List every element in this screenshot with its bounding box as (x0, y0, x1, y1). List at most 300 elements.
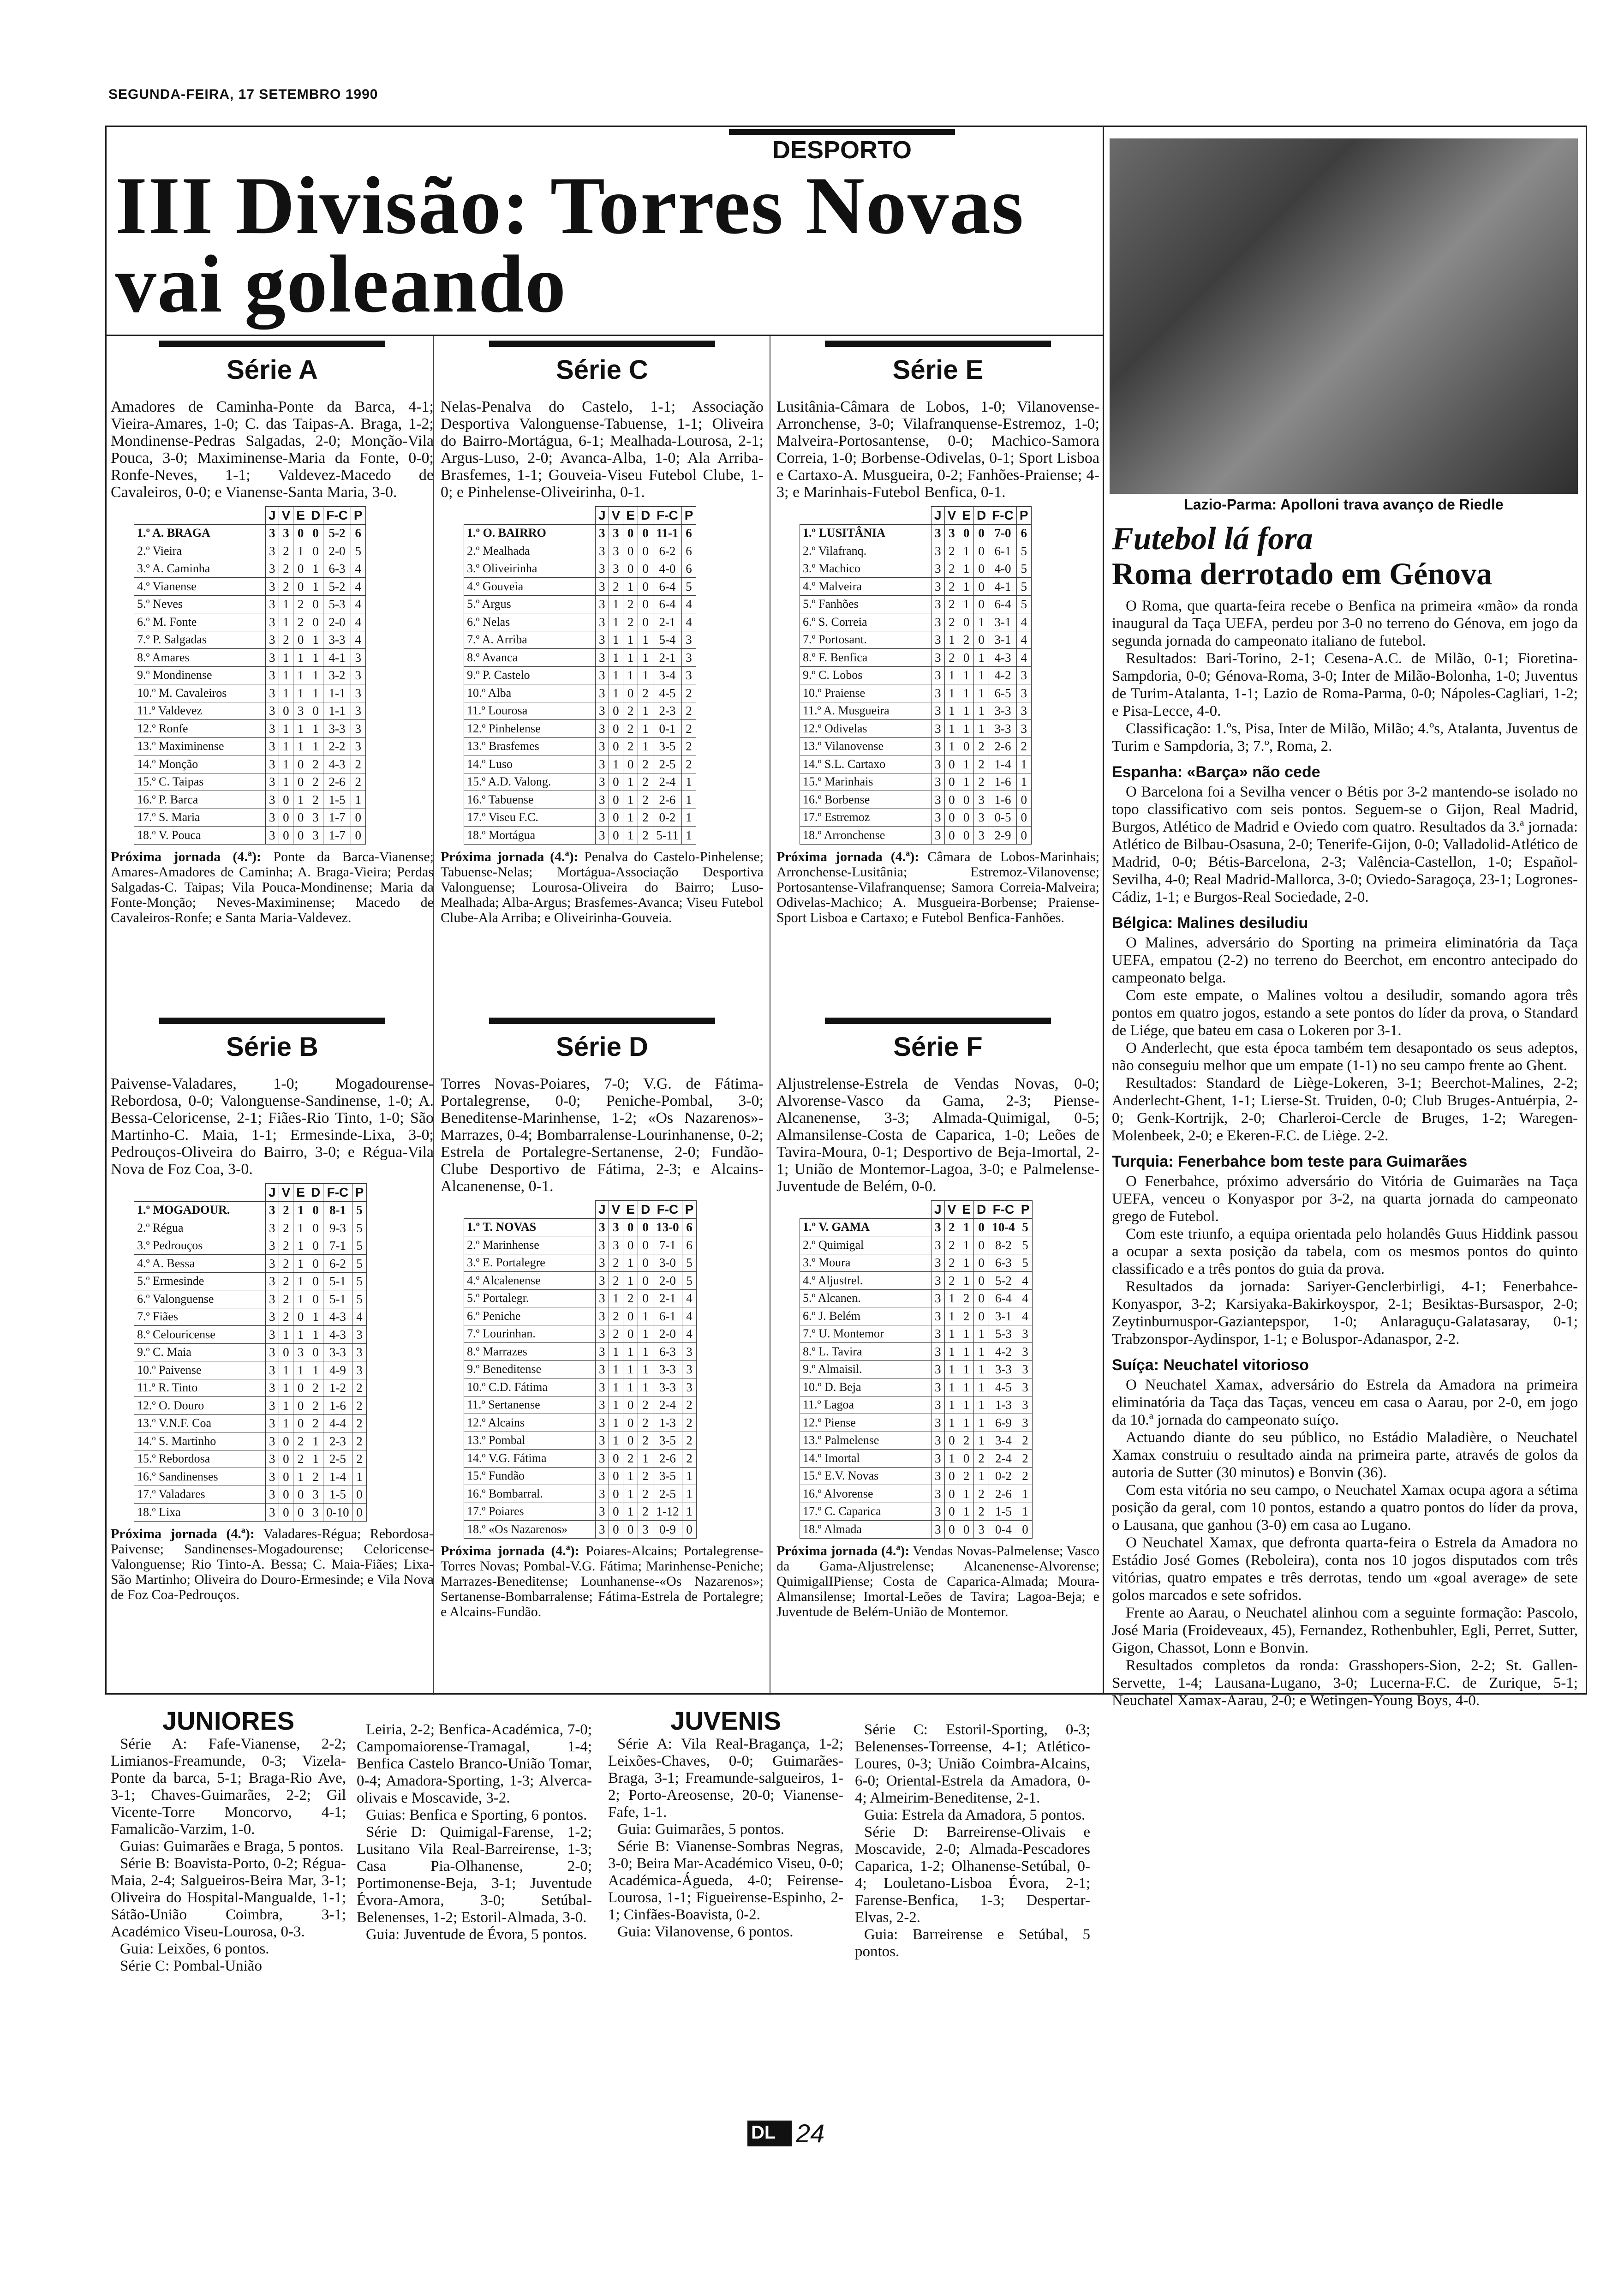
table-cell: 1-5 (323, 791, 351, 809)
table-cell: 3 (596, 524, 609, 542)
table-header: E (959, 1201, 974, 1219)
table-cell: 10.º C.D. Fátima (464, 1378, 596, 1396)
table-cell: 1 (638, 737, 653, 755)
table-cell: 6.º J. Belém (800, 1307, 931, 1325)
table-cell: 6-4 (653, 595, 682, 613)
table-row (134, 649, 366, 667)
results-text: Guia: Leixões, 6 pontos. (120, 1941, 269, 1957)
table-cell: 1 (609, 755, 623, 773)
table-cell: 3 (352, 1326, 367, 1344)
table-cell: 3 (596, 1485, 609, 1503)
table-cell: 5 (1018, 1218, 1033, 1236)
table-cell: 12.º O. Douro (134, 1397, 266, 1415)
table-cell: 1 (279, 1326, 293, 1344)
table-cell: 0 (308, 524, 323, 542)
table-header: E (293, 1184, 308, 1202)
table-cell: 1 (959, 578, 974, 596)
table-cell: 1 (638, 720, 653, 738)
table-cell: 2-0 (653, 1272, 682, 1290)
table-cell: 0 (973, 1218, 989, 1236)
table-cell: 3 (266, 578, 279, 596)
table-cell: 10.º Paivense (134, 1361, 266, 1379)
table-header: P (681, 507, 696, 525)
table-cell: 0 (944, 755, 959, 773)
table-cell: 1-5 (323, 1486, 352, 1504)
table-cell: 3 (596, 1360, 609, 1378)
table-cell: 10.º Alba (464, 684, 596, 702)
table-cell: 1 (623, 791, 638, 809)
table-header: J (596, 1201, 609, 1219)
table-cell: 1 (681, 773, 696, 791)
table-cell: 3 (351, 649, 365, 667)
results-text: Série B: Vianense-Sombras Negras, 3-0; Beira Mar-Académico Viseu, 0-0; Académica-Águeda, 4-0; Feirense-Lourosa, 1-1; Figueirense-Espinho, 2-1; Cinfães-Boavista, 0-2. (608, 1838, 843, 1923)
table-cell: 9.º C. Lobos (800, 666, 931, 684)
table-cell: 4 (351, 560, 365, 578)
table-cell: 0 (959, 1450, 974, 1468)
table-cell: 0 (609, 827, 623, 845)
table-row (134, 1343, 367, 1361)
table-cell: 1 (959, 595, 974, 613)
table-cell: 0 (293, 1379, 308, 1397)
table-row (464, 578, 696, 596)
table-cell: 7.º Portosant. (800, 631, 931, 649)
table-cell: 1 (279, 1379, 293, 1397)
table-row (464, 1325, 697, 1343)
table-cell: 0 (638, 1236, 653, 1254)
next-round-fixtures: Penalva do Castelo-Pinhelense; Tabuense-Nelas; Mortágua-Associação Desportiva Valonguense; Lourosa-Oliveira do Bairro; Luso-Mealhada; Alba-Argus; Brasfemes-Avanca; Viseu Futebol Clube-Ala Arriba; e Oliveirinha-Gouveia. (441, 849, 764, 925)
table-cell: 6 (681, 560, 696, 578)
table-cell: 1 (944, 1360, 959, 1378)
table-cell: 6-4 (989, 595, 1017, 613)
table-cell: 0 (623, 1218, 638, 1236)
table-cell: 6-2 (653, 542, 682, 560)
table-cell: 3 (931, 1307, 945, 1325)
table-cell: 2 (308, 773, 323, 791)
table-row (800, 631, 1032, 649)
table-cell: 1 (1018, 1503, 1033, 1521)
table-cell: 3 (266, 737, 279, 755)
table-cell: 1-3 (653, 1414, 682, 1432)
table-cell: 3 (266, 542, 279, 560)
table-cell: 3 (681, 631, 696, 649)
table-cell: 3 (266, 773, 279, 791)
table-cell: 3 (596, 684, 609, 702)
table-cell: 2 (682, 1450, 697, 1468)
series-results: Nelas-Penalva do Castelo, 1-1; Associação Desportiva Valonguense-Tabuense, 1-1; Oliveira do Bairro-Mortágua, 6-1; Mealhada-Lourosa, 2-1; Argus-Luso, 2-0; Avanca-Alba, 1-0; Ala Arriba-Brasfemes, 1-1; Gouveia-Viseu Futebol Clube, 1-0; e Pinhelense-Oliveirinha, 0-1. (441, 398, 764, 501)
table-cell: 3-3 (323, 1343, 352, 1361)
table-cell: 3 (266, 1450, 279, 1468)
table-cell: 2 (279, 542, 293, 560)
table-cell: 2.º Marinhense (464, 1236, 596, 1254)
table-row (134, 1272, 367, 1290)
article-paragraph: Resultados: Bari-Torino, 2-1; Cesena-A.C. de Milão, 0-1; Fioretina-Sampdoria, 0-0; Génova-Roma, 3-0; Inter de Milão-Bolonha, 1-0; Juventus de Turim-Atalanta, 1-1; Lazio de Roma-Parma, 0-0; Nápoles-Cagliari, 1-2; e Pisa-Lecce, 4-0. (1112, 650, 1578, 719)
table-cell: 0 (623, 755, 638, 773)
table-cell: 0 (308, 1290, 323, 1308)
table-cell: 6-5 (989, 684, 1017, 702)
table-cell: 15.º A.D. Valong. (464, 773, 596, 791)
table-row (134, 755, 366, 773)
table-cell: 0 (944, 791, 959, 809)
table-header: E (623, 1201, 638, 1219)
table-cell: 2 (609, 1325, 623, 1343)
table-row (800, 1272, 1033, 1290)
table-cell: 3 (931, 1503, 945, 1521)
table-cell: 1 (293, 1290, 308, 1308)
table-cell: 5-3 (323, 595, 351, 613)
table-cell: 1.º V. GAMA (800, 1218, 931, 1236)
table-cell: 0 (959, 809, 974, 827)
table-cell: 1 (279, 666, 293, 684)
table-cell: 0 (623, 1307, 638, 1325)
table-cell: 3 (1018, 1360, 1033, 1378)
table-cell: 1 (959, 1343, 974, 1361)
table-row (464, 1450, 697, 1468)
table-header: E (959, 507, 974, 525)
juvenis-column-1 (608, 1703, 843, 1941)
table-cell: 1 (308, 737, 323, 755)
standings-table (464, 506, 696, 845)
table-cell: 3 (931, 809, 945, 827)
table-row (134, 684, 366, 702)
series-bar (159, 341, 385, 347)
table-cell: 3 (931, 1289, 945, 1307)
table-cell: 1-3 (989, 1396, 1018, 1414)
table-cell: 0 (279, 1504, 293, 1522)
table-header: D (973, 507, 989, 525)
table-cell: 3 (596, 791, 609, 809)
table-cell: 1 (308, 684, 323, 702)
table-row (134, 1219, 367, 1237)
table-cell: 5-11 (653, 827, 682, 845)
series-results: Lusitânia-Câmara de Lobos, 1-0; Vilanovense-Arronchense, 3-0; Vilafranquense-Estremoz, 1-0; Malveira-Portosantense, 0-0; Machico-Samora Correia, 1-0; Borbense-Odivelas, 0-1; Sport Lisboa e Cartaxo-A. Musgueira, 0-2; Fanhões-Praiense; 4-3; e Marinhais-Futebol Benfica, 0-1. (776, 398, 1099, 501)
table-cell: 3 (596, 1503, 609, 1521)
table-cell: 0 (293, 1397, 308, 1415)
table-cell: 1 (959, 684, 974, 702)
table-cell: 2 (279, 1237, 293, 1255)
table-row (134, 1414, 367, 1432)
table-cell: 0 (609, 1467, 623, 1485)
table-row (800, 773, 1032, 791)
table-cell: 4 (681, 613, 696, 631)
table-row (464, 1289, 697, 1307)
table-cell: 3 (1018, 1325, 1033, 1343)
table-cell: 1 (638, 1360, 653, 1378)
table-cell: 0 (609, 737, 623, 755)
table-cell: 1 (623, 1254, 638, 1272)
table-cell: 5.º Fanhões (800, 595, 931, 613)
section-label: DESPORTO (729, 129, 955, 164)
table-header: F-C (653, 1201, 682, 1219)
table-cell: 3 (351, 702, 365, 720)
table-cell: 12.º Odivelas (800, 720, 931, 738)
table-cell: 5 (351, 542, 365, 560)
table-header: D (308, 507, 323, 525)
table-cell: 0 (308, 1343, 323, 1361)
table-cell: 2 (944, 1254, 959, 1272)
table-cell: 0 (293, 1414, 308, 1432)
table-cell: 3 (931, 524, 945, 542)
table-cell: 3 (1018, 1343, 1033, 1361)
table-row (134, 1201, 367, 1219)
table-cell: 16.º Bombarral. (464, 1485, 596, 1503)
table-cell: 0 (944, 1503, 959, 1521)
table-cell: 4-3 (323, 755, 351, 773)
table-cell: 0 (623, 684, 638, 702)
table-cell: 1 (959, 1503, 974, 1521)
table-cell: 15.º E.V. Novas (800, 1467, 931, 1485)
table-cell: 6-4 (653, 578, 682, 596)
table-cell: 1-6 (989, 791, 1017, 809)
table-cell: 2-6 (653, 791, 682, 809)
table-cell: 0 (308, 595, 323, 613)
table-cell: 1 (623, 809, 638, 827)
table-cell: 3 (596, 1467, 609, 1485)
table-cell: 1 (279, 649, 293, 667)
table-cell: 0 (279, 1450, 293, 1468)
table-cell: 2 (1018, 1432, 1033, 1450)
series-title: Série F (893, 1032, 983, 1062)
table-cell: 4.º Malveira (800, 578, 931, 596)
table-cell: 2 (638, 1396, 653, 1414)
table-row (134, 1468, 367, 1486)
table-cell: 0 (279, 1432, 293, 1450)
newspaper-logo: DL (747, 2121, 792, 2146)
table-row (800, 1396, 1033, 1414)
table-cell: 6 (1016, 524, 1031, 542)
table-cell: 14.º V.G. Fátima (464, 1450, 596, 1468)
table-header: P (352, 1184, 367, 1202)
table-cell: 18.º Almada (800, 1521, 931, 1539)
table-cell: 7-1 (653, 1236, 682, 1254)
table-cell: 0 (944, 1485, 959, 1503)
table-cell: 5-2 (323, 524, 351, 542)
table-cell: 3.º A. Caminha (134, 560, 266, 578)
table-cell: 2-3 (653, 702, 682, 720)
table-cell: 0 (352, 1486, 367, 1504)
table-cell: 6-9 (989, 1414, 1018, 1432)
table-cell: 2 (279, 1255, 293, 1273)
table-cell: 4-4 (323, 1414, 352, 1432)
table-cell: 1 (609, 666, 623, 684)
table-cell: 3 (351, 720, 365, 738)
table-cell: 0-2 (653, 809, 682, 827)
table-cell: 14.º S.L. Cartaxo (800, 755, 931, 773)
table-row (134, 1255, 367, 1273)
table-cell: 1 (973, 666, 989, 684)
table-cell: 1 (638, 1378, 653, 1396)
table-cell: 1 (279, 1414, 293, 1432)
table-cell: 7-0 (989, 524, 1017, 542)
table-cell: 0 (638, 542, 653, 560)
table-cell: 6-3 (989, 1254, 1018, 1272)
table-cell: 2 (308, 791, 323, 809)
table-cell: 2.º Régua (134, 1219, 266, 1237)
table-cell: 2 (638, 791, 653, 809)
table-cell: 1 (959, 1236, 974, 1254)
table-cell: 0-1 (653, 720, 682, 738)
table-cell: 2 (959, 1432, 974, 1450)
table-cell: 1 (959, 1414, 974, 1432)
next-round-label: Próxima jornada (4.ª): (111, 1526, 255, 1541)
table-cell: 3 (682, 1360, 697, 1378)
table-cell: 1 (293, 684, 308, 702)
table-cell: 3 (266, 827, 279, 845)
series-title: Série A (227, 355, 318, 385)
table-cell: 0 (959, 827, 974, 845)
table-cell: 2-1 (653, 1289, 682, 1307)
table-row (464, 542, 696, 560)
table-row (464, 1503, 697, 1521)
table-cell: 18.º Mortágua (464, 827, 596, 845)
table-cell: 8.º F. Benfica (800, 649, 931, 667)
table-cell: 1 (973, 1432, 989, 1450)
table-cell: 2 (973, 737, 989, 755)
table-cell: 3 (266, 1379, 279, 1397)
table-cell: 4-1 (323, 649, 351, 667)
table-row (134, 1308, 367, 1326)
table-cell: 2 (682, 1432, 697, 1450)
table-cell: 6 (681, 524, 696, 542)
table-cell: 2 (681, 737, 696, 755)
table-cell: 3 (931, 666, 945, 684)
table-cell: 2 (638, 1467, 653, 1485)
table-cell: 3 (931, 720, 945, 738)
table-cell: 1 (973, 1378, 989, 1396)
table-cell: 3 (931, 1521, 945, 1539)
table-row (464, 1218, 697, 1236)
table-cell: 8-2 (989, 1236, 1018, 1254)
table-cell: 1 (279, 595, 293, 613)
table-row (800, 791, 1032, 809)
table-cell: 10.º Praiense (800, 684, 931, 702)
table-cell: 5-4 (653, 631, 682, 649)
table-row (464, 1432, 697, 1450)
table-cell: 3 (931, 684, 945, 702)
table-row (800, 578, 1032, 596)
table-cell: 3-1 (989, 1307, 1018, 1325)
table-cell: 3 (931, 1236, 945, 1254)
table-header (134, 507, 266, 525)
table-cell: 2 (944, 595, 959, 613)
table-cell: 4-3 (989, 649, 1017, 667)
table-cell: 14.º S. Martinho (134, 1432, 266, 1450)
table-cell: 2 (351, 755, 365, 773)
table-cell: 3 (596, 1307, 609, 1325)
table-row (134, 666, 366, 684)
table-cell: 2 (682, 1396, 697, 1414)
table-cell: 0 (308, 1219, 323, 1237)
table-cell: 3 (266, 666, 279, 684)
table-cell: 0 (973, 1272, 989, 1290)
table-row (800, 649, 1032, 667)
table-header: V (609, 507, 623, 525)
results-text: Guias: Benfica e Sporting, 6 pontos. (366, 1807, 587, 1823)
table-cell: 0 (1018, 1521, 1033, 1539)
table-cell: 7.º Fiães (134, 1308, 266, 1326)
table-cell: 1 (279, 773, 293, 791)
table-cell: 0 (623, 560, 638, 578)
table-row (134, 1450, 367, 1468)
table-cell: 3 (266, 755, 279, 773)
table-cell: 17.º Valadares (134, 1486, 266, 1504)
table-cell: 1 (973, 1396, 989, 1414)
table-cell: 4-1 (989, 578, 1017, 596)
table-cell: 1 (293, 1326, 308, 1344)
table-cell: 1 (293, 542, 308, 560)
table-row (464, 684, 696, 702)
table-cell: 0 (638, 1254, 653, 1272)
results-text: Série D: Quimigal-Farense, 1-2; Lusitano Vila Real-Barreirense, 1-3; Casa Pia-Olhanense, 2-0; Portimonense-Beja, 3-1; Juventude Évora-Amora, 3-0; Setúbal-Belenenses, 1-2; Estoril-Almada, 3-0. (357, 1824, 592, 1926)
table-cell: 1 (623, 1360, 638, 1378)
table-cell: 3 (931, 1396, 945, 1414)
table-cell: 10.º D. Beja (800, 1378, 931, 1396)
table-cell: 1 (609, 595, 623, 613)
table-cell: 6.º Valonguense (134, 1290, 266, 1308)
table-cell: 2-4 (989, 1450, 1018, 1468)
table-cell: 1 (944, 1307, 959, 1325)
table-header: P (1016, 507, 1031, 525)
table-cell: 0 (623, 1325, 638, 1343)
table-cell: 0 (944, 827, 959, 845)
table-cell: 3-5 (653, 737, 682, 755)
table-cell: 3 (931, 1360, 945, 1378)
table-header: P (682, 1201, 697, 1219)
table-cell: 0 (959, 613, 974, 631)
table-cell: 3 (596, 1378, 609, 1396)
table-cell: 0 (293, 524, 308, 542)
table-cell: 3 (596, 649, 609, 667)
table-cell: 4 (351, 631, 365, 649)
results-text: Guia: Guimarães, 5 pontos. (617, 1821, 785, 1838)
table-row (464, 773, 696, 791)
table-cell: 1-4 (989, 755, 1017, 773)
table-cell: 3 (596, 1272, 609, 1290)
table-cell: 3 (596, 666, 609, 684)
table-cell: 0 (623, 1432, 638, 1450)
table-cell: 1 (973, 1360, 989, 1378)
table-row (800, 1485, 1033, 1503)
table-cell: 1 (944, 1414, 959, 1432)
table-cell: 0 (638, 595, 653, 613)
table-header: E (293, 507, 308, 525)
juvenis-title: JUVENIS (670, 1706, 781, 1735)
table-cell: 5 (352, 1255, 367, 1273)
table-cell: 3 (266, 595, 279, 613)
table-cell: 6.º Nelas (464, 613, 596, 631)
table-cell: 4-3 (323, 1308, 352, 1326)
table-cell: 1 (308, 631, 323, 649)
table-cell: 0 (973, 1254, 989, 1272)
table-cell: 1 (623, 666, 638, 684)
table-cell: 1 (944, 1325, 959, 1343)
table-cell: 3.º Machico (800, 560, 931, 578)
table-cell: 3 (609, 1236, 623, 1254)
table-row (464, 560, 696, 578)
table-cell: 3 (931, 613, 945, 631)
table-cell: 3-4 (989, 1432, 1018, 1450)
table-cell: 4-0 (989, 560, 1017, 578)
table-cell: 3 (351, 684, 365, 702)
standings-table (134, 1183, 367, 1522)
table-cell: 3 (682, 1343, 697, 1361)
table-cell: 3 (931, 1414, 945, 1432)
article-paragraph: Com esta vitória no seu campo, o Neuchatel Xamax ocupa agora a sétima posição da geral, com 10 pontos, estando a quatro pontos do líder da prova, o Lausana, que ganhou (3-0) em casa ao Lugano. (1112, 1482, 1578, 1534)
table-cell: 0 (638, 578, 653, 596)
table-cell: 3 (266, 1361, 279, 1379)
series-results: Aljustrelense-Estrela de Vendas Novas, 0-0; Alvorense-Vasco da Gama, 2-3; Piense-Alcanenense, 3-3; Almada-Quimigal, 0-5; Almansilense-Costa de Caparica, 1-0; Leões de Tavira-Moura, 0-1; Desportivo de Beja-Imortal, 2-1; União de Montemor-Lagoa, 3-0; e Palmelense-Juventude de Belém, 0-0. (776, 1075, 1099, 1195)
table-header: J (266, 1184, 279, 1202)
table-cell: 9.º Almaisil. (800, 1360, 931, 1378)
